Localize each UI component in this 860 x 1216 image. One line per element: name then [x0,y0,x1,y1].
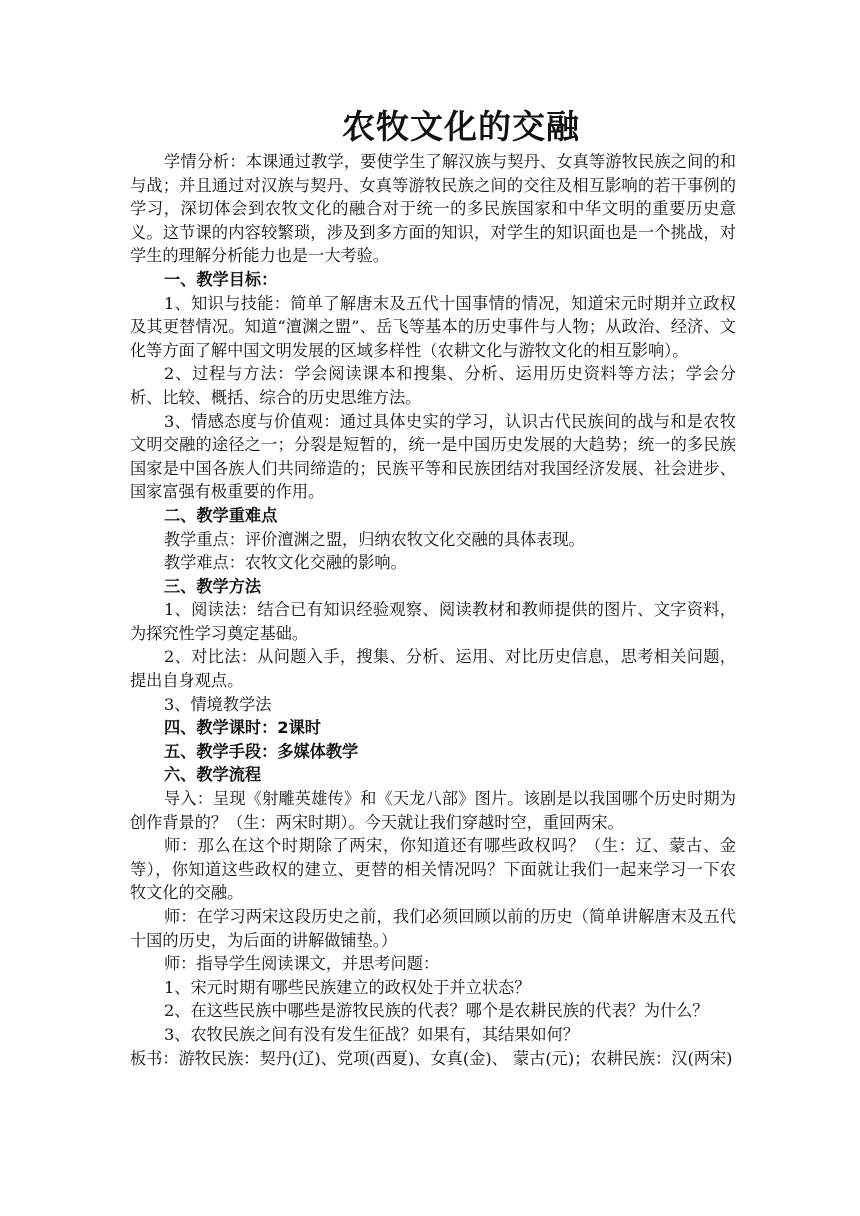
learning-analysis-paragraph: 学情分析：本课通过教学，要使学生了解汉族与契丹、女真等游牧民族之间的和与战；并且通过对汉族与契丹、女真等游牧民族之间的交往及相互影响的若干事例的学习，深切体会到农牧文化的融合对于统一的多民族国家和中华文明的重要历史意义。这节课的内容较繁琐，涉及到多方面的知识，对学生的知识面也是一个挑战，对学生的理解分析能力也是一大考验。 [130,152,736,266]
section-heading-hours: 四、教学课时：2课时 [164,718,321,738]
section-heading-means: 五、教学手段：多媒体教学 [164,741,359,761]
flow-introduction: 导入：呈现《射雕英雄传》和《天龙八部》图片。该剧是以我国哪个历史时期为创作背景的？（生：两宋时期）。今天就让我们穿越时空，重回两宋。 [130,789,736,832]
method-comparison: 2、对比法：从问题入手，搜集、分析、运用、对比历史信息，思考相关问题，提出自身观点。 [130,647,736,691]
blackboard-notes: 板书：游牧民族：契丹(辽)、党项(西夏)、女真(金)、 蒙古(元)；农耕民族：汉(两宋) [130,1048,733,1068]
goal-process-methods: 2、过程与方法：学会阅读课本和搜集、分析、运用历史资料等方法；学会分析、比较、概括、综合的历史思维方法。 [130,364,736,407]
difficult-point: 教学难点：农牧文化交融的影响。 [164,553,407,573]
question-1: 1、宋元时期有哪些民族建立的政权处于并立状态？ [164,977,531,997]
section-heading-flow: 六、教学流程 [164,765,262,785]
key-point: 教学重点：评价澶渊之盟，归纳农牧文化交融的具体表现。 [164,529,585,549]
section-heading-methods: 三、教学方法 [164,576,262,596]
method-reading: 1、阅读法：结合已有知识经验观察、阅读教材和教师提供的图片、文字资料，为探究性学习奠定基础。 [130,600,736,643]
flow-teacher-guide: 师：指导学生阅读课文，并思考问题： [164,954,440,974]
flow-teacher-question-regimes: 师：那么在这个时期除了两宋，你知道还有哪些政权吗？（生：辽、蒙古、金等），你知道这些政权的建立、更替的相关情况吗？下面就让我们一起来学习一下农牧文化的交融。 [130,836,736,903]
flow-teacher-review: 师：在学习两宋这段历史之前，我们必须回顾以前的历史（简单讲解唐末及五代十国的历史，为后面的讲解做铺垫。） [130,907,736,950]
section-heading-objectives: 一、教学目标： [164,269,278,289]
method-situational: 3、情境教学法 [164,694,272,714]
document-title: 农牧文化的交融 [342,107,580,146]
question-3: 3、农牧民族之间有没有发生征战？如果有，其结果如何？ [164,1024,579,1044]
section-heading-key-difficult: 二、教学重难点 [164,505,278,525]
goal-emotion-values: 3、情感态度与价值观：通过具体史实的学习，认识古代民族间的战与和是农牧文明交融的途径之一；分裂是短暂的，统一是中国历史发展的大趋势；统一的多民族国家是中国各族人们共同缔造的；民族平等和民族团结对我国经济发展、社会进步、国家富强有极重要的作用。 [130,411,736,502]
goal-knowledge-skills: 1、知识与技能：简单了解唐末及五代十国事情的情况，知道宋元时期并立政权及其更替情况。知道“澶渊之盟”、岳飞等基本的历史事件与人物；从政治、经济、文化等方面了解中国文明发展的区域多样性（农耕文化与游牧文化的相互影响）。 [130,293,736,360]
question-2: 2、在这些民族中哪些是游牧民族的代表？哪个是农耕民族的代表？为什么？ [164,1001,709,1021]
